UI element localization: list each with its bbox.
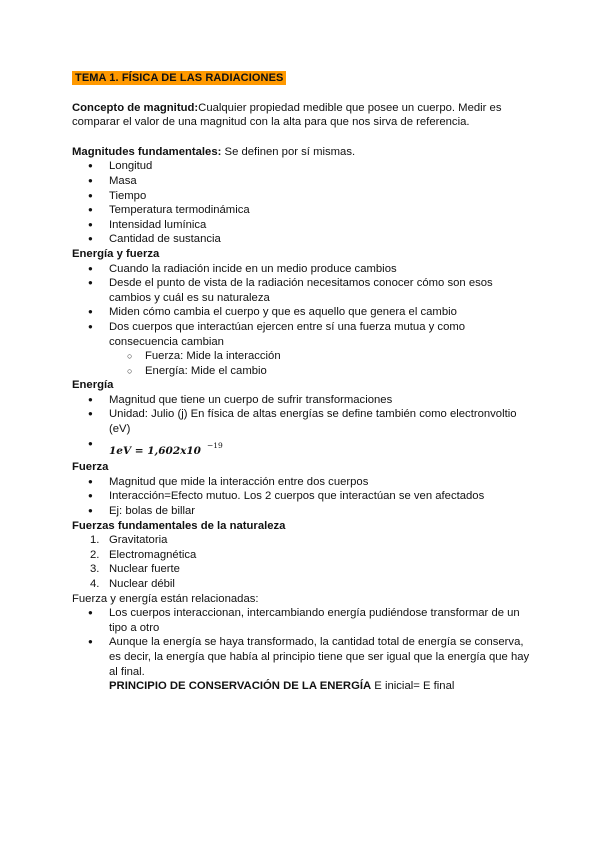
list-item: ● Intensidad lumínica	[72, 218, 532, 233]
fundamentales-list	[72, 159, 532, 247]
fuerzas-fundamentales-heading: Fuerzas fundamentales de la naturaleza	[72, 519, 286, 532]
fundamentales-label: Magnitudes fundamentales:	[72, 145, 222, 158]
energia-fuerza-list	[72, 262, 532, 379]
sub-list-item: ○ Energía: Mide el cambio	[109, 364, 532, 379]
item-number: 2.	[90, 548, 100, 561]
list-item: ● Los cuerpos interaccionan, intercambiando energía pudiéndose transformar de un tipo a otro	[72, 606, 532, 635]
fuerza-list	[72, 475, 532, 519]
list-item: ● Magnitud que mide la interacción entre dos cuerpos	[72, 475, 532, 490]
spacer	[72, 130, 532, 145]
numbered-item	[72, 548, 532, 563]
list-item: ● Unidad: Julio (j) En física de altas energías se define también como electronvoltio (eV)	[72, 407, 532, 436]
item-label: Nuclear fuerte	[109, 563, 180, 576]
fundamentales-paragraph	[72, 145, 532, 160]
energia-fuerza-sublist	[109, 349, 532, 378]
energia-list	[72, 393, 532, 460]
list-item: ● Magnitud que tiene un cuerpo de sufrir transformaciones	[72, 393, 532, 408]
concepto-text: Cualquier propiedad medible que posee un cuerpo. Medir es comparar el valor de una magnitud con la alta para que nos sirva de referencia.	[72, 101, 502, 129]
energia-fuerza-heading: Energía y fuerza	[72, 247, 160, 260]
list-item: ● Aunque la energía se haya transformado, la cantidad total de energía se conserva, es decir, la energía que había al principio tiene que ser igual que la energía que hay al final.	[72, 635, 532, 679]
list-item: ● Ej: bolas de billar	[72, 504, 532, 519]
item-number: 1.	[90, 534, 100, 547]
fuerzas-fundamentales-list	[72, 533, 532, 591]
list-item: ● Longitud	[72, 159, 532, 174]
sub-list-item: ○ Fuerza: Mide la interacción	[109, 349, 532, 364]
formula-item	[72, 437, 532, 461]
principio-line	[72, 679, 532, 694]
document-content	[72, 71, 532, 694]
relacion-intro: Fuerza y energía están relacionadas:	[72, 592, 259, 605]
list-item: ● Cantidad de sustancia	[72, 232, 532, 247]
energia-heading: Energía	[72, 379, 114, 392]
electronvolt-formula	[109, 440, 223, 457]
item-label: Nuclear débil	[109, 578, 175, 590]
list-item: ● Temperatura termodinámica	[72, 203, 532, 218]
fuerza-heading: Fuerza	[72, 461, 109, 474]
item-label: Electromagnética	[109, 548, 197, 561]
principio-label: PRINCIPIO DE CONSERVACIÓN DE LA ENERGÍA	[109, 680, 372, 693]
list-item-text: Dos cuerpos que interactúan ejercen entre sí una fuerza mutua y como consecuencia cambian	[109, 320, 466, 348]
list-item: ● Interacción=Efecto mutuo. Los 2 cuerpos que interactúan se ven afectados	[72, 489, 532, 504]
concepto-paragraph	[72, 101, 532, 130]
relacion-list	[72, 606, 532, 679]
list-item	[72, 320, 532, 378]
formula-exponent: −19	[207, 440, 223, 450]
item-number: 4.	[90, 578, 100, 590]
numbered-item	[72, 562, 532, 577]
concepto-label: Concepto de magnitud:	[72, 101, 199, 114]
title-block	[72, 71, 532, 86]
list-item: ● Miden cómo cambia el cuerpo y que es aquello que genera el cambio	[72, 305, 532, 320]
fundamentales-text: Se definen por sí mismas.	[221, 145, 356, 158]
page-title: TEMA 1. FÍSICA DE LAS RADIACIONES	[72, 71, 286, 85]
list-item: ● Desde el punto de vista de la radiación necesitamos conocer cómo son esos cambios y cuál es su naturaleza	[72, 276, 532, 305]
numbered-item	[72, 577, 532, 592]
list-item: ● Masa	[72, 174, 532, 189]
list-item: ● Cuando la radiación incide en un medio produce cambios	[72, 262, 532, 277]
numbered-item	[72, 533, 532, 548]
item-label: Gravitatoria	[109, 534, 168, 547]
list-item: ● Tiempo	[72, 189, 532, 204]
principio-text: E inicial= E final	[371, 680, 455, 693]
item-number: 3.	[90, 563, 100, 576]
formula-base: 1eV = 1,602x10	[109, 444, 201, 457]
